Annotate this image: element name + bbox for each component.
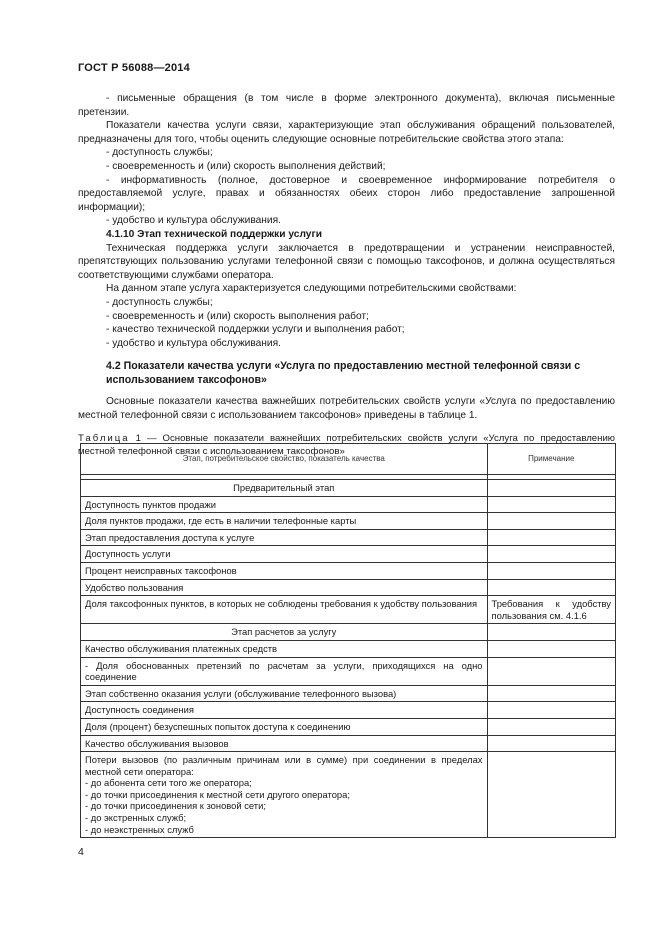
list-item: - качество технической поддержки услуги и выполнения работ; xyxy=(106,324,405,336)
table-row xyxy=(81,718,616,735)
paragraph: Основные показатели качества важнейших потребительских свойств услуги «Услуга по предоставлению местной телефонной связи с использованием таксофонов» приведены в таблице 1. xyxy=(78,396,615,421)
table-caption-text: 1 — Основные показатели важнейших потребительских свойств услуги «Услуга по предоставлению местной телефонной связи с использованием таксофонов» xyxy=(78,433,615,457)
paragraph: - письменные обращения (в том числе в форме электронного документа), включая письменные претензии. xyxy=(78,93,615,118)
page-body xyxy=(78,92,615,458)
list-item: - своевременность и (или) скорость выполнения работ; xyxy=(106,310,369,322)
table-row xyxy=(81,596,616,624)
table-row xyxy=(81,752,616,838)
table-cell: Этап предоставления доступа к услуге xyxy=(81,529,488,546)
list-item: - доступность службы; xyxy=(106,296,213,308)
table-cell: Доля таксофонных пунктов, в которых не соблюдены требования к удобству пользования xyxy=(81,596,488,624)
table-row xyxy=(81,735,616,752)
table-row xyxy=(81,685,616,702)
quality-indicators-table xyxy=(80,443,616,838)
cell-line: Потери вызовов (по различным причинам или в сумме) при соединении в пределах местной сети оператора: xyxy=(85,754,483,777)
table-cell: Доступность соединения xyxy=(81,702,488,719)
cell-line: - до точки присоединения к местной сети другого оператора; xyxy=(85,788,350,800)
table-cell xyxy=(81,752,488,838)
list-item: - своевременность и (или) скорость выполнения действий; xyxy=(106,160,386,172)
cell-line: - до экстренных служб; xyxy=(85,812,187,824)
table-row xyxy=(81,513,616,530)
table-cell: Доля (процент) безуспешных попыток доступа к соединению xyxy=(81,718,488,735)
section-heading: 4.1.10 Этап технической поддержки услуги xyxy=(106,228,322,240)
table-cell: Удобство пользования xyxy=(81,579,488,596)
column-header: Этап, потребительское свойство, показатель качества xyxy=(81,444,488,475)
table-caption-word: Таблица xyxy=(78,433,130,445)
cell-line: - до абонента сети того же оператора; xyxy=(85,777,252,789)
list-item: - информативность (полное, достоверное и своевременное информирование потребителя о предоставляемой услуге, правах и обязанностях обеих сторон либо предоставление запрошенной информации); xyxy=(78,174,615,213)
table-cell: Процент неисправных таксофонов xyxy=(81,562,488,579)
stage-cell: Этап расчетов за услугу xyxy=(81,624,488,641)
stage-cell: Предварительный этап xyxy=(81,480,488,497)
table-row xyxy=(81,579,616,596)
table-cell: Этап собственно оказания услуги (обслуживание телефонного вызова) xyxy=(81,685,488,702)
table-header-row xyxy=(81,444,616,475)
table-row xyxy=(81,546,616,563)
paragraph: На данном этапе услуга характеризуется следующими потребительскими свойствами: xyxy=(106,283,517,295)
table-row xyxy=(81,496,616,513)
cell-line: - до неэкстренных служб xyxy=(85,823,194,835)
table-cell: Качество обслуживания платежных средств xyxy=(81,640,488,657)
table-row xyxy=(81,562,616,579)
section-heading-text: 4.2 Показатели качества услуги «Услуга по предоставлению местной телефонной связи с использованием таксофонов» xyxy=(106,360,581,387)
note-cell: Требования к удобству пользования см. 4.1.6 xyxy=(487,596,616,624)
cell-line: - до точки присоединения к зоновой сети; xyxy=(85,800,266,812)
list-item: - удобство и культура обслуживания. xyxy=(106,337,281,349)
table-cell: Доступность услуги xyxy=(81,546,488,563)
table-cell: Качество обслуживания вызовов xyxy=(81,735,488,752)
paragraph: Техническая поддержка услуги заключается в предотвращении и устранении неисправностей, препятствующих пользованию услугами телефонной связи с помощью таксофонов, и должна осуществляться соответствующими службами оператора. xyxy=(78,242,615,281)
table-cell: Доступность пунктов продажи xyxy=(81,496,488,513)
page-number: 4 xyxy=(78,846,84,858)
column-header: Примечание xyxy=(487,444,616,475)
list-item: - доступность службы; xyxy=(106,147,213,159)
table-cell: Доля пунктов продажи, где есть в наличии телефонные карты xyxy=(81,513,488,530)
paragraph: Показатели качества услуги связи, характеризующие этап обслуживания обращений пользователей, предназначены для того, чтобы оценить следующие основные потребительские свойства этого этапа: xyxy=(78,120,615,145)
document-header: ГОСТ Р 56088—2014 xyxy=(78,62,190,74)
list-item: - удобство и культура обслуживания. xyxy=(106,215,281,227)
table-row xyxy=(81,529,616,546)
table-row xyxy=(81,480,616,497)
table-row xyxy=(81,657,616,685)
table-cell: - Доля обоснованных претензий по расчетам за услуги, приходящихся на одно соединение xyxy=(81,657,488,685)
table-row xyxy=(81,702,616,719)
section-heading xyxy=(78,359,615,387)
table-row xyxy=(81,624,616,641)
table-row xyxy=(81,640,616,657)
